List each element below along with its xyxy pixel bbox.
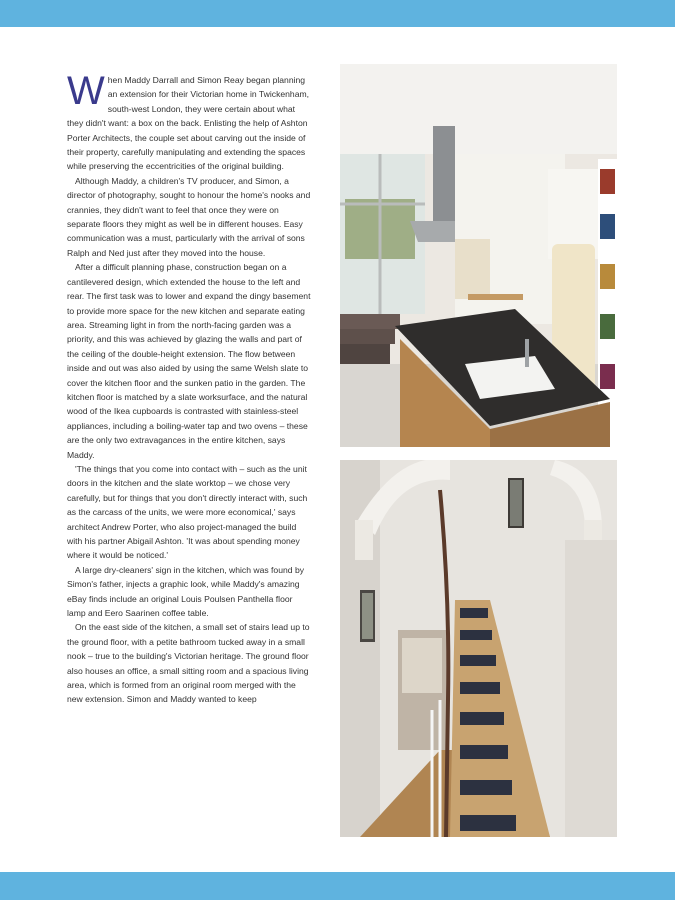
article-body [67, 69, 312, 707]
staircase-illustration [340, 460, 617, 837]
bottom-color-band [0, 872, 675, 900]
kitchen-illustration [340, 64, 617, 447]
drop-cap: W [67, 69, 105, 113]
paragraph-5: A large dry-cleaners' sign in the kitchen, which was found by Simon's father, injects a graphic look, while Maddy's amazing eBay finds include an original Louis Poulsen Panthella floor lamp and Eero Saarinen coffee table. [67, 564, 305, 619]
paragraph-4: 'The things that you come into contact with – such as the unit doors in the kitchen and the slate worktop – we chose very carefully, but for things that you don't directly interact with, such as the carcass of the units, we were more economical,' says architect Andrew Porter, who also project-managed the build with his partner Abigail Ashton. 'It was about spending money where it would be noticed.' [67, 463, 308, 561]
paragraph-6: On the east side of the kitchen, a small set of stairs lead up to the ground floor, with a petite bathroom tucked away in a small nook – true to the building's Victorian heritage. The ground floor also houses an office, a small sitting room and a spacious living area, which is formed from an original room merged with the new extension. Simon and Maddy wanted to keep [67, 622, 310, 705]
paragraph-1-text: hen Maddy Darrall and Simon Reay began planning an extension for their Victorian home in Twickenham, south-west London, they were certain about what they didn't want: a box on the back. Enlisting the help of Ashton Porter Architects, the couple set about carving out the inside of their property, carefully manipulating and extending the spaces while preserving the eccentricities of the original building. [67, 75, 310, 172]
top-color-band [0, 0, 675, 27]
staircase-photo [340, 460, 617, 837]
paragraph-2: Although Maddy, a children's TV producer, and Simon, a director of photography, sought to honour the home's nooks and crannies, they didn't want to feel that once they were on separate floors they might as well be in different houses. Easy communication was a must, particularly with the arrival of sons Ralph and Ned just after they moved into the house. [67, 175, 311, 258]
kitchen-photo [340, 64, 617, 447]
paragraph-1 [67, 69, 312, 174]
paragraph-3: After a difficult planning phase, construction began on a cantilevered design, which extended the house to the left and rear. The first task was to lower and expand the dingy basement to provide more space for the new kitchen and separate eating area. Streaming light in from the north-facing garden was a priority, and this was achieved by glazing the walls and part of the ceiling of the double-height extension. The flow between inside and out was also aided by using the same Welsh slate to cover the kitchen floor and the sunken patio in the garden. The kitchen floor is matched by a slate worksurface, and the natural wood of the Ikea cupboards is contrasted with stainless-steel appliances, including a boiling-water tap and two ovens – these are the only two extravagances in the entire kitchen, says Maddy. [67, 262, 311, 460]
